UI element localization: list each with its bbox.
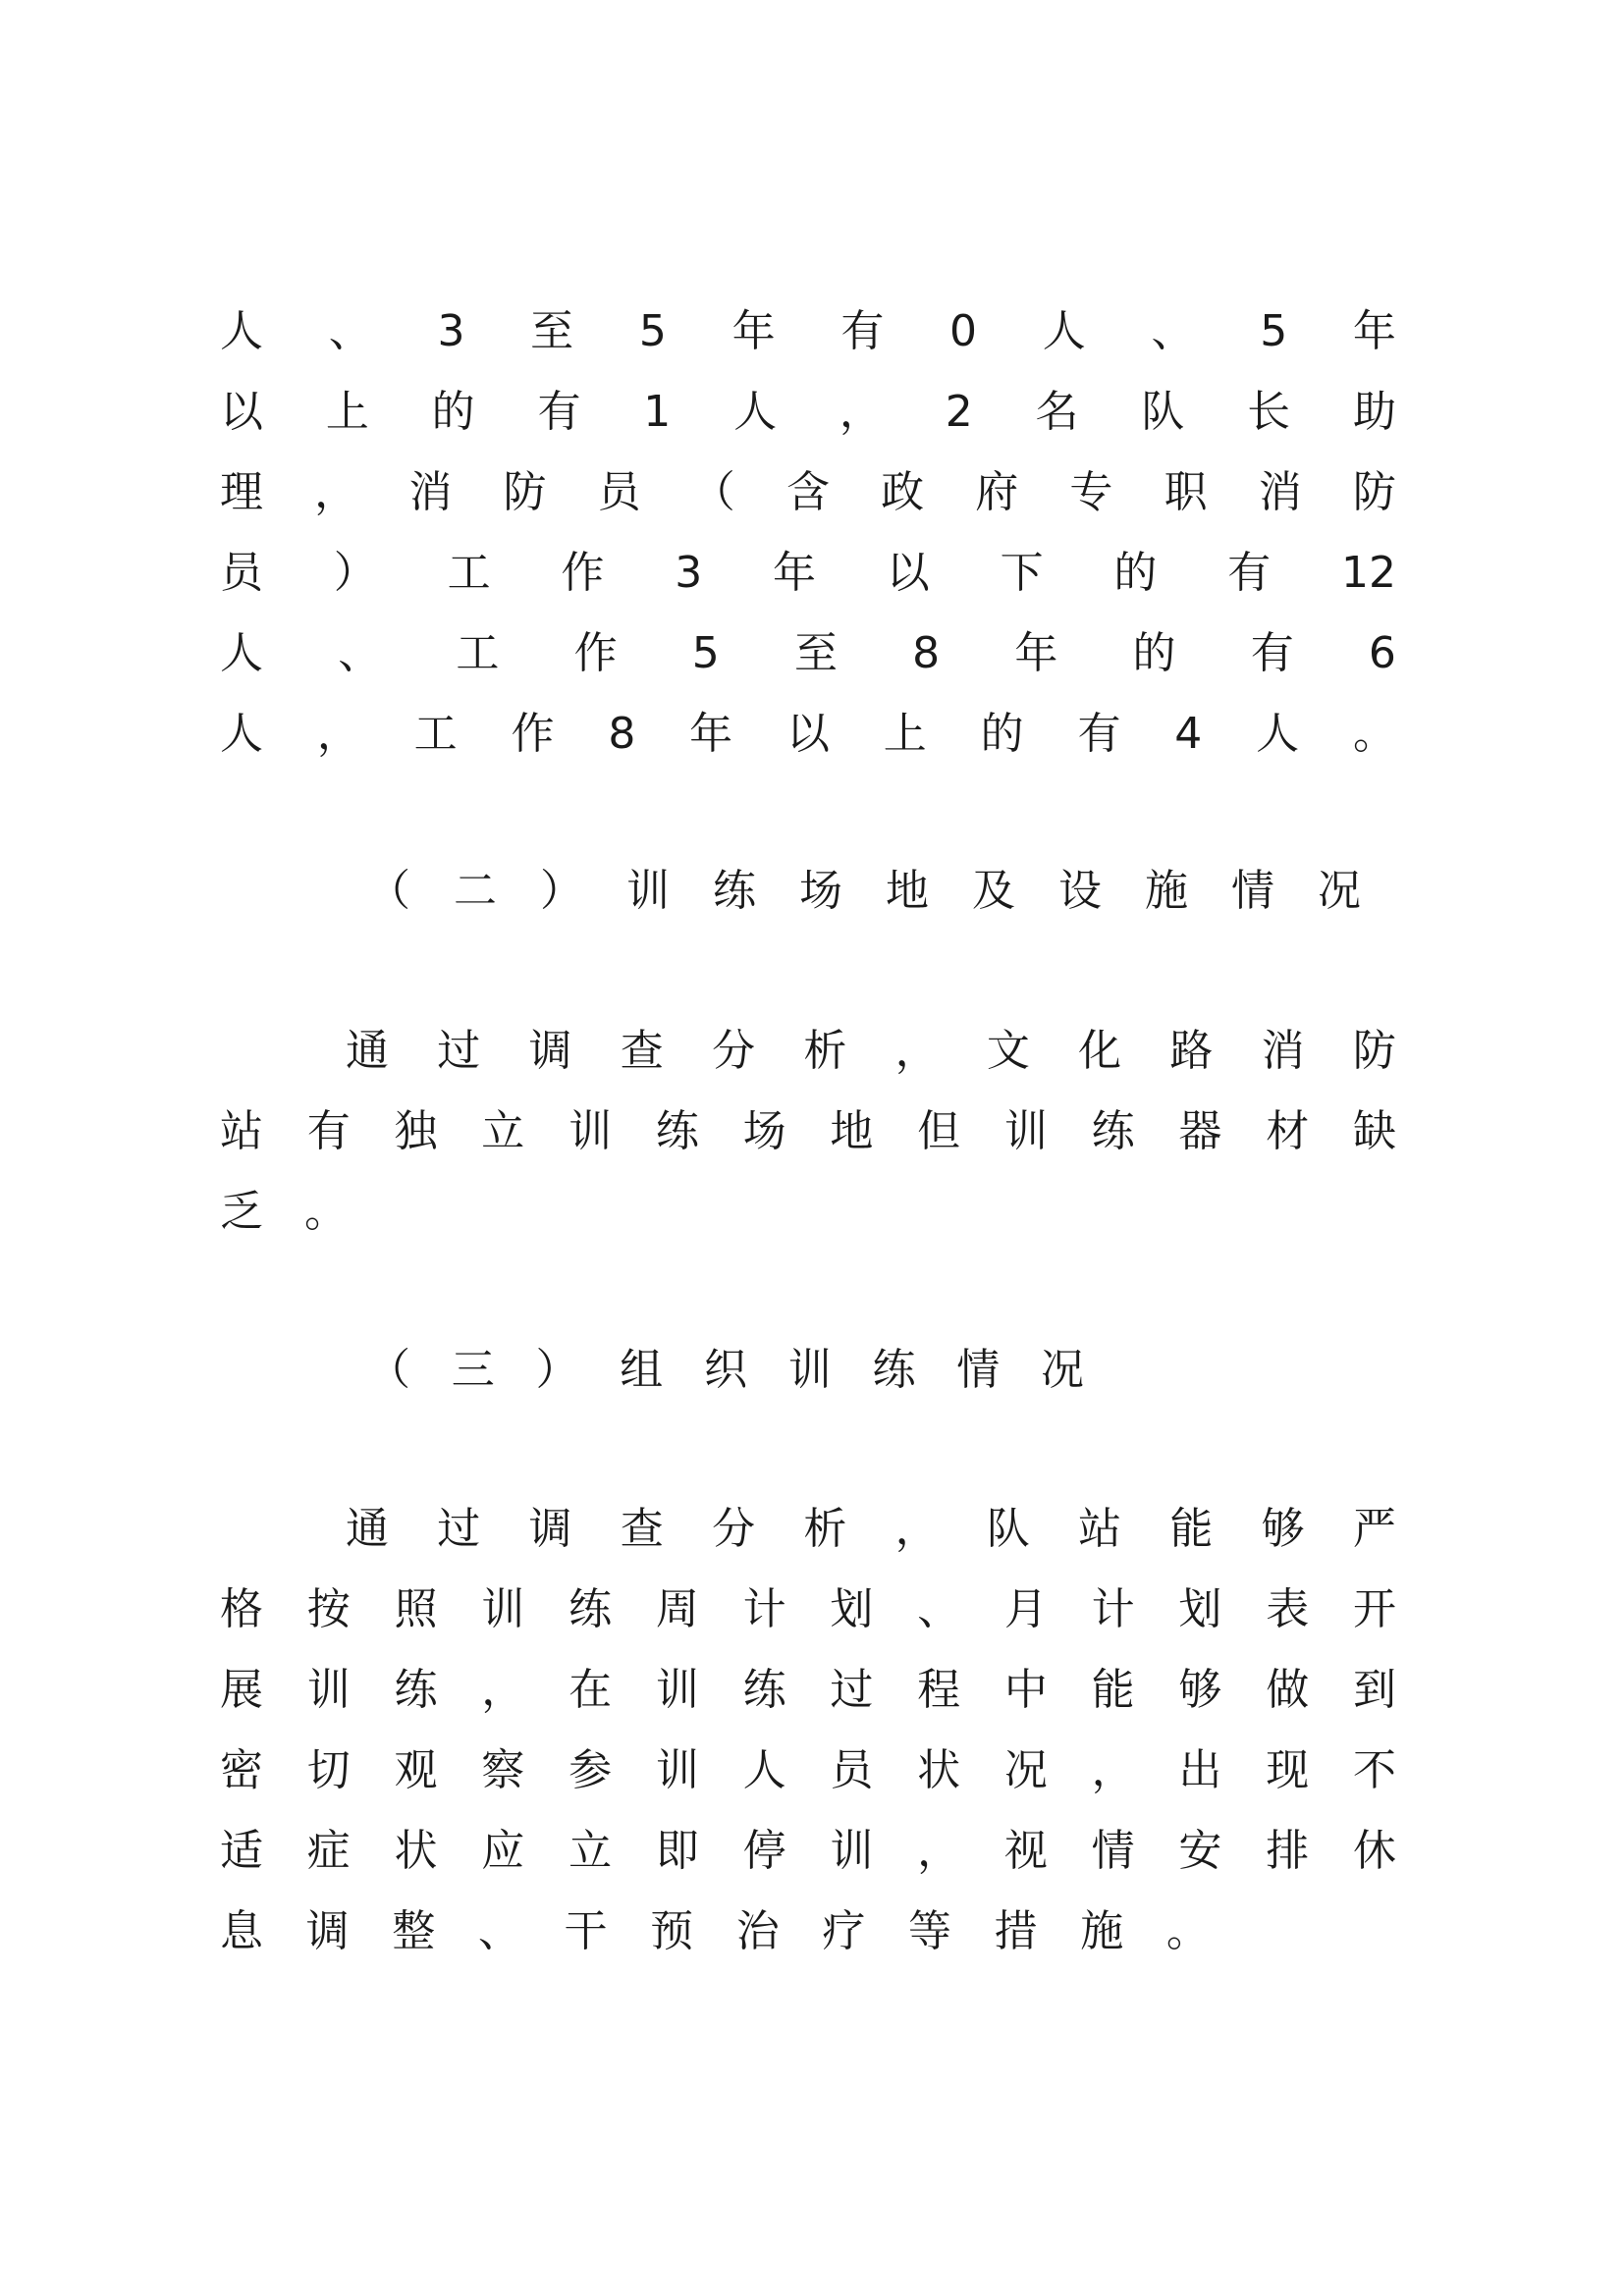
paragraph-line: 密 切 观 察 参 训 人 员 状 况 ， 出 现 不 <box>220 1745 1396 1795</box>
paragraph-line: 人 、 工 作 5 至 8 年 的 有 6 <box>220 628 1396 678</box>
paragraph-line: 站 有 独 立 训 练 场 地 但 训 练 器 材 缺 <box>220 1106 1396 1156</box>
paragraph-line: 通 过 调 查 分 析 ， 队 站 能 够 严 <box>346 1504 1396 1554</box>
paragraph-line: 适 症 状 应 立 即 停 训 ， 视 情 安 排 休 <box>220 1826 1396 1876</box>
paragraph-line: 格 按 照 训 练 周 计 划 、 月 计 划 表 开 <box>220 1584 1396 1634</box>
paragraph-line: 人 ， 工 作 8 年 以 上 的 有 4 人 。 <box>220 709 1396 759</box>
paragraph-line: 以 上 的 有 1 人 ， 2 名 队 长 助 <box>220 387 1396 437</box>
paragraph-line: 展 训 练 ， 在 训 练 过 程 中 能 够 做 到 <box>220 1665 1396 1715</box>
paragraph-line: 人 、 3 至 5 年 有 0 人 、 5 年 <box>220 306 1396 356</box>
section-heading: （ 三 ） 组 织 训 练 情 况 <box>367 1345 1084 1395</box>
paragraph-line: 息 调 整 、 干 预 治 疗 等 措 施 。 <box>220 1906 1210 1956</box>
paragraph-line: 通 过 调 查 分 析 ， 文 化 路 消 防 <box>346 1026 1396 1076</box>
paragraph-line: 理 ， 消 防 员 （ 含 政 府 专 职 消 防 <box>220 467 1396 517</box>
paragraph-line: 员 ） 工 作 3 年 以 下 的 有 12 <box>220 548 1396 598</box>
paragraph-line: 乏 。 <box>220 1187 348 1237</box>
section-heading: （ 二 ） 训 练 场 地 及 设 施 情 况 <box>367 866 1361 916</box>
